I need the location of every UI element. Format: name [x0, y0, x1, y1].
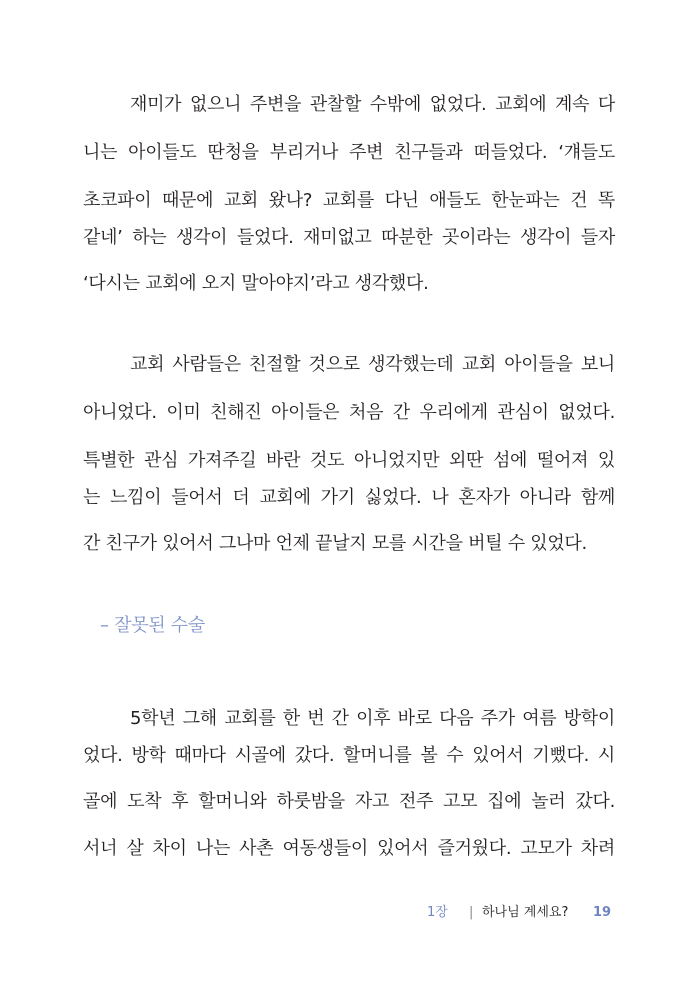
paragraph-1-line-1: 재미가 없으니 주변을 관찰할 수밖에 없었다. 교회에 계속 다: [130, 94, 615, 115]
page-number: 19: [593, 905, 612, 920]
footer-chapter: 1장: [427, 905, 448, 920]
paragraph-3-line-1: 5학년 그해 교회를 한 번 간 이후 바로 다음 주가 여름 방학이: [130, 708, 615, 729]
paragraph-3-line-4: 서너 살 차이 나는 사촌 여동생들이 있어서 즐거웠다. 고모가 차려: [83, 838, 615, 859]
paragraph-1-line-4: 같네’ 하는 생각이 들었다. 재미없고 따분한 곳이라는 생각이 들자: [83, 227, 615, 248]
footer-title: 하나님 계세요?: [482, 905, 569, 920]
paragraph-2-line-3: 특별한 관심 가져주길 바란 것도 아니었지만 외딴 섬에 떨어져 있: [83, 450, 615, 471]
paragraph-2-line-4: 는 느낌이 들어서 더 교회에 가기 싫었다. 나 혼자가 아니라 함께: [83, 487, 615, 508]
paragraph-2-line-2: 아니었다. 이미 친해진 아이들은 처음 간 우리에게 관심이 없었다.: [83, 402, 615, 423]
paragraph-2-line-5: 간 친구가 있어서 그나마 언제 끝날지 모를 시간을 버틸 수 있었다.: [83, 533, 587, 554]
paragraph-3-line-3: 골에 도착 후 할머니와 하룻밤을 자고 전주 고모 집에 놀러 갔다.: [83, 791, 615, 812]
paragraph-1-line-2: 니는 아이들도 딴청을 부리거나 주변 친구들과 떠들었다. ‘걔들도: [83, 142, 615, 163]
section-heading: – 잘못된 수술: [100, 615, 205, 636]
paragraph-1-line-5: ‘다시는 교회에 오지 말아야지’라고 생각했다.: [83, 273, 429, 294]
paragraph-2-line-1: 교회 사람들은 친절할 것으로 생각했는데 교회 아이들을 보니: [130, 354, 615, 375]
paragraph-3-line-2: 었다. 방학 때마다 시골에 갔다. 할머니를 볼 수 있어서 기뻤다. 시: [83, 745, 615, 766]
paragraph-1-line-3: 초코파이 때문에 교회 왔나? 교회를 다닌 애들도 한눈파는 건 똑: [83, 190, 615, 211]
footer-separator: |: [469, 905, 474, 920]
